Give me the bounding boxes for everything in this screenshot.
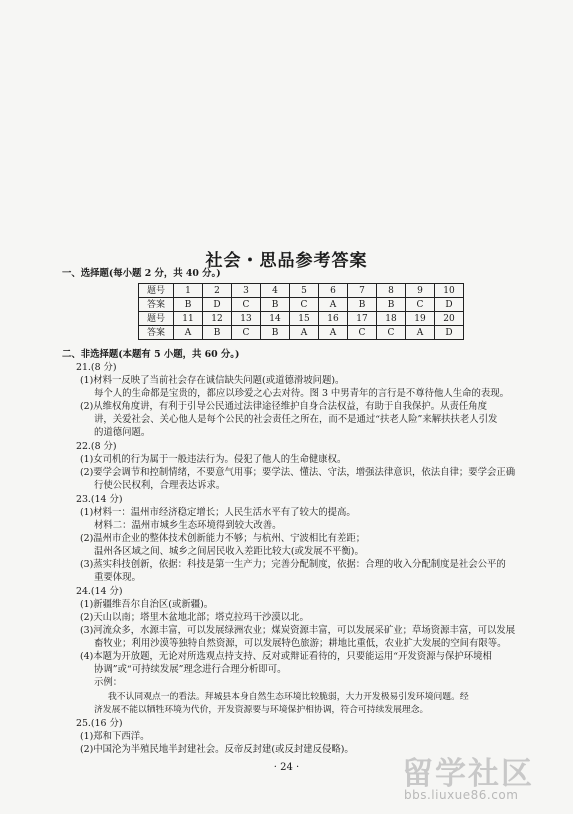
table-cell: 11 xyxy=(174,312,203,326)
answer-line: (2)温州市企业的整体技术创新能力不够；与杭州、宁波相比有差距； xyxy=(80,533,366,544)
answer-line: 材料二：温州市城乡生态环境得到较大改善。 xyxy=(94,520,282,531)
table-cell: C xyxy=(290,298,319,312)
answer-line: (1)材料一反映了当前社会存在诚信缺失问题(或道德滑坡问题)。 xyxy=(80,375,345,386)
table-cell: 4 xyxy=(261,284,290,298)
table-cell: 14 xyxy=(261,312,290,326)
table-cell: C xyxy=(232,298,261,312)
answer-line: (3)河流众多，水源丰富，可以发展绿洲农业；煤炭资源丰富，可以发展采矿业；草场资源丰富，可以发展 xyxy=(80,625,516,636)
table-cell: A xyxy=(290,326,319,340)
section-open-heading: 二、非选择题(本题有 5 小题，共 60 分。) xyxy=(62,349,240,360)
question-number: 25.(16 分) xyxy=(76,718,123,729)
table-cell: 15 xyxy=(290,312,319,326)
table-cell: 20 xyxy=(435,312,464,326)
table-cell: 5 xyxy=(290,284,319,298)
answer-line: (1)郑和下西洋。 xyxy=(80,731,150,742)
answer-line: (1)新疆维吾尔自治区(或新疆)。 xyxy=(80,599,214,610)
table-row xyxy=(139,284,464,298)
answer-line: 示例： xyxy=(94,677,123,688)
table-cell: B xyxy=(174,298,203,312)
table-cell: 题号 xyxy=(139,284,174,298)
table-cell: B xyxy=(348,298,377,312)
page-number: · 24 · xyxy=(273,762,300,773)
watermark xyxy=(402,752,567,810)
example-line: 济发展不能以牺牲环境为代价，开发资源要与环境保护相协调，符合可持续发展理念。 xyxy=(94,705,429,715)
answer-line: (4)本题为开放题，无论对所选观点持支持、反对或辩证看待的，只要能运用“开发资源与保护环境相 xyxy=(80,651,492,662)
answer-line: 重要体现。 xyxy=(94,572,141,583)
answer-line: (2)天山以南；塔里木盆地北部；塔克拉玛干沙漠以北。 xyxy=(80,612,309,623)
table-cell: 9 xyxy=(406,284,435,298)
watermark-url: bbs.liuxue86.com xyxy=(404,788,519,802)
table-cell: 13 xyxy=(232,312,261,326)
answer-line: 的道德问题。 xyxy=(94,427,151,438)
table-cell: 17 xyxy=(348,312,377,326)
answer-line: (1)女司机的行为属于一般违法行为。侵犯了他人的生命健康权。 xyxy=(80,454,347,465)
answer-line: (3)蒸实科技创新，依据：科技是第一生产力；完善分配制度，依据：合理的收入分配制度是社会公平的 xyxy=(80,559,506,570)
answer-line: 协调”或“可持续发展”理念进行合理分析即可。 xyxy=(94,664,287,675)
section-choice-heading: 一、选择题(每小题 2 分，共 40 分。) xyxy=(62,268,221,279)
table-row xyxy=(139,326,464,340)
table-cell: 8 xyxy=(377,284,406,298)
table-cell: 答案 xyxy=(139,298,174,312)
answer-line: (2)要学会调节和控制情绪，不要意气用事；要学法、懂法、守法，增强法律意识，依法自律；要学会正确 xyxy=(80,467,516,478)
table-cell: D xyxy=(435,326,464,340)
table-row xyxy=(139,312,464,326)
table-cell: B xyxy=(377,298,406,312)
question-number: 23.(14 分) xyxy=(76,494,123,505)
table-cell: C xyxy=(348,326,377,340)
table-row xyxy=(139,298,464,312)
question-number: 24.(14 分) xyxy=(76,586,123,597)
table-cell: B xyxy=(203,326,232,340)
table-cell: A xyxy=(319,298,348,312)
table-cell: 16 xyxy=(319,312,348,326)
answer-line: (2)从维权角度讲，有利于引导公民通过法律途径维护自身合法权益，有助于自我保护。从责任角度 xyxy=(80,401,488,412)
answer-line: 每个人的生命都是宝贵的，都应以珍爱之心去对待。图 3 中男青年的言行是不尊待他人生命的表现。 xyxy=(94,388,510,399)
table-cell: A xyxy=(319,326,348,340)
page-title: 社会・思品参考答案 xyxy=(205,251,368,271)
table-cell: C xyxy=(232,326,261,340)
table-cell: D xyxy=(435,298,464,312)
example-line: 我不认同观点一的看法。拜城县本身自然生态环境比较脆弱，大力开发极易引发环境问题。经 xyxy=(108,692,469,702)
answer-line: (2)中国沦为半殖民地半封建社会。反帝反封建(或反封建反侵略)。 xyxy=(80,744,354,755)
table-cell: B xyxy=(261,298,290,312)
table-cell: 10 xyxy=(435,284,464,298)
table-cell: 1 xyxy=(174,284,203,298)
answer-line: 行使公民权利，合理表达诉求。 xyxy=(94,480,226,491)
table-cell: 18 xyxy=(377,312,406,326)
table-cell: A xyxy=(174,326,203,340)
question-number: 21.(8 分) xyxy=(76,362,117,373)
table-cell: A xyxy=(406,326,435,340)
table-cell: 3 xyxy=(232,284,261,298)
table-cell: D xyxy=(203,298,232,312)
answer-line: 畜牧业；利用沙漠等独特自然资源，可以发展特色旅游；耕地比重低，农业扩大发展的空间有限等。 xyxy=(94,638,507,649)
table-cell: C xyxy=(406,298,435,312)
answer-line: 温州各区域之间、城乡之间居民收入差距比较大(或发展不平衡)。 xyxy=(94,546,364,557)
question-number: 22.(8 分) xyxy=(76,441,117,452)
table-cell: 19 xyxy=(406,312,435,326)
table-cell: 答案 xyxy=(139,326,174,340)
answer-line: (1)材料一：温州市经济稳定增长；人民生活水平有了较大的提高。 xyxy=(80,507,356,518)
table-cell: 12 xyxy=(203,312,232,326)
table-cell: 7 xyxy=(348,284,377,298)
table-cell: C xyxy=(377,326,406,340)
table-cell: 6 xyxy=(319,284,348,298)
answer-line: 讲，关爱社会、关心他人是每个公民的社会责任之所在，而不是通过“扶老人险”来解扶扶老人引发 xyxy=(94,414,498,425)
table-cell: B xyxy=(261,326,290,340)
table-cell: 2 xyxy=(203,284,232,298)
table-cell: 题号 xyxy=(139,312,174,326)
watermark-logo-text: 留学社区 xyxy=(402,756,534,792)
answer-table xyxy=(138,283,464,340)
